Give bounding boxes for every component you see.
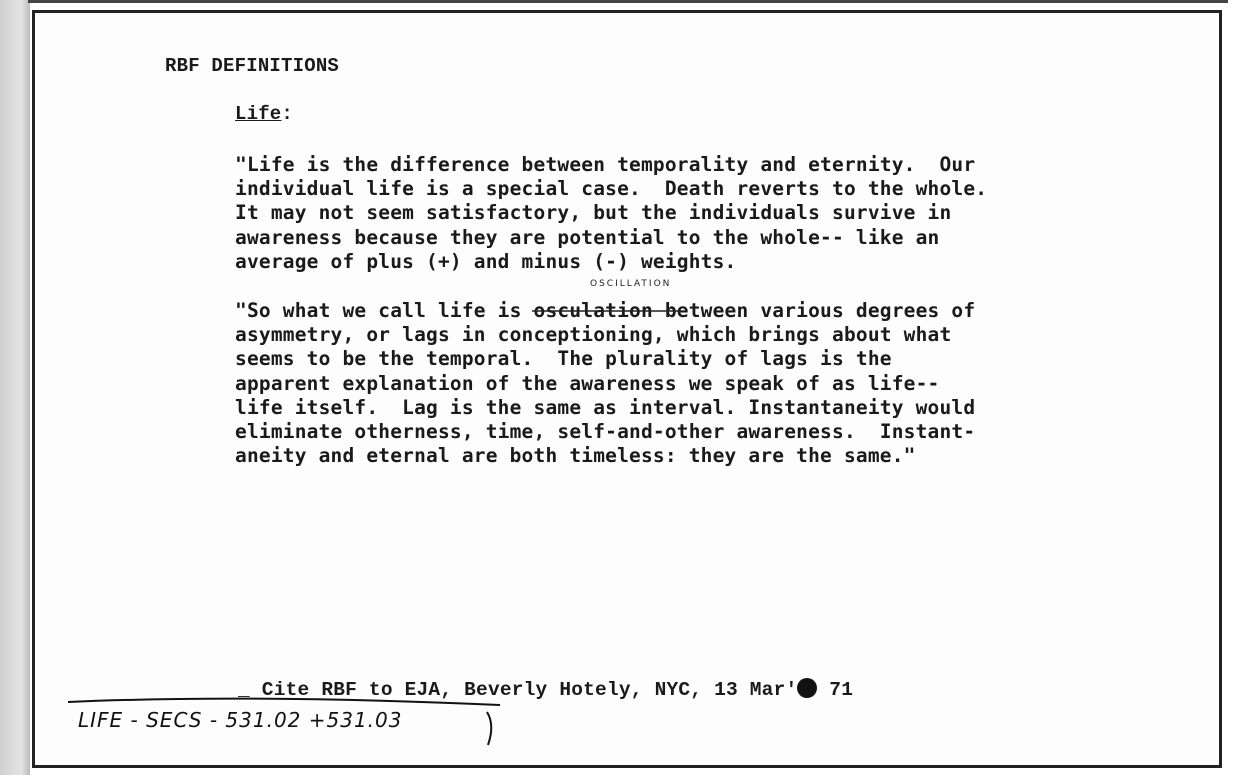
subheading-term: Life: [235, 103, 282, 125]
handwritten-insertion: OSCILLATION: [590, 279, 672, 289]
citation-year: 71: [817, 679, 854, 701]
subheading-colon: :: [281, 103, 294, 125]
quote-paragraph-1: "Life is the difference between temporality and eternity. Our individual life is a special case. Death reverts to the whole. It may not seem satisfactory, but the individuals survive in awareness because they are potential to the whole-- like an average of plus (+) and minus (-) weights.: [235, 153, 988, 273]
note-bracket: [487, 712, 491, 745]
citation-text: _ Cite RBF to EJA, Beverly Hotely, NYC, 13 Mar': [238, 679, 798, 701]
handwritten-note: LIFE - SECS - 531.02 +531.03: [78, 708, 403, 732]
quote-paragraph-2: "So what we call life is osculation between various degrees of asymmetry, or lags in conceptioning, which brings about what seems to be the temporal. The plurality of lags is the apparent explanation of the awareness we speak of as life-- life itself. Lag is the same as interval. Instantaneity would eliminate otherness, time, self-and-other awareness. Instant- aneity and eternal are both timeless: they are the same.": [235, 299, 976, 468]
card-title: RBF DEFINITIONS: [165, 55, 340, 77]
note-top-line: [68, 699, 500, 705]
